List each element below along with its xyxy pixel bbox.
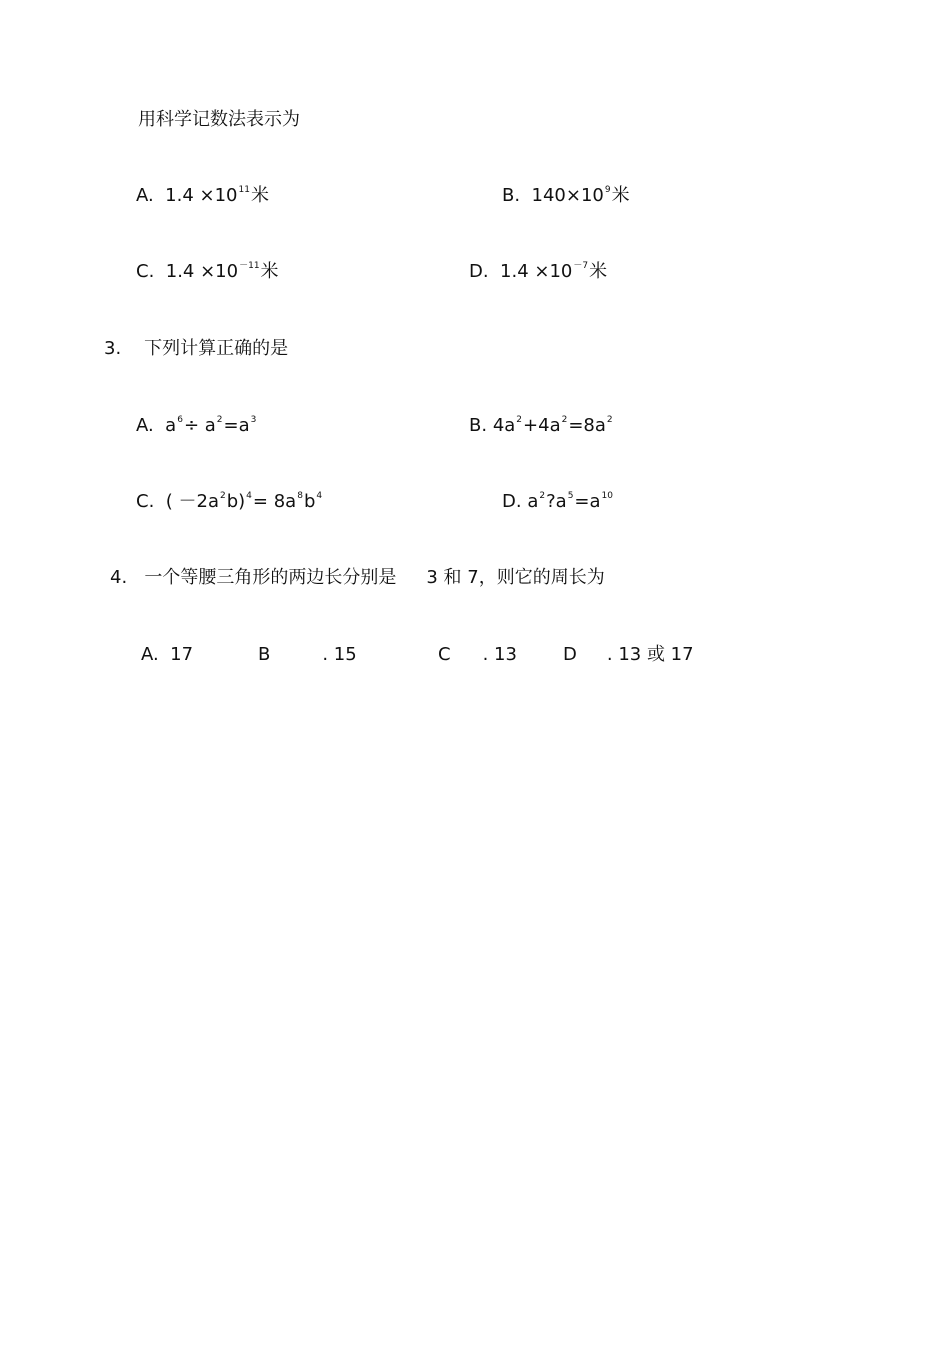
q2-option-a-label: A. bbox=[136, 185, 154, 206]
q2-option-b-unit: 米 bbox=[611, 185, 630, 206]
q3-option-c-t1: ( －2a bbox=[165, 491, 219, 512]
q3-option-d-e2: 5 bbox=[567, 491, 574, 501]
q2-option-a-base: 1.4 ×10 bbox=[165, 185, 238, 206]
q3-option-d-t3: =a bbox=[574, 491, 601, 512]
q2-option-a-exp: 11 bbox=[238, 185, 250, 195]
q4-option-b-label: B bbox=[258, 644, 271, 665]
q2-option-c bbox=[136, 260, 279, 287]
q4-option-c-value: . 13 bbox=[482, 644, 517, 665]
q3-option-a-t1: a bbox=[165, 415, 177, 436]
q3-option-b-label: B. bbox=[469, 415, 488, 436]
q3-option-d-e1: 2 bbox=[539, 491, 546, 501]
q2-option-a bbox=[136, 184, 269, 211]
q2-option-a-unit: 米 bbox=[250, 185, 269, 206]
q3-option-b-e2: 2 bbox=[561, 415, 568, 425]
q3-option-d-e3: 10 bbox=[601, 491, 613, 501]
q4-stem-nums: 3 和 7 bbox=[426, 567, 479, 588]
q4-option-b bbox=[258, 643, 357, 667]
q3-option-d-t2: ?a bbox=[546, 491, 567, 512]
q2-option-c-label: C. bbox=[136, 261, 155, 282]
q3-option-c bbox=[136, 490, 323, 517]
q4-option-d bbox=[563, 643, 694, 667]
q3-option-a bbox=[136, 414, 257, 441]
q4-option-c-label: C bbox=[438, 644, 451, 665]
q2-option-c-base: 1.4 ×10 bbox=[165, 261, 239, 282]
q3-option-d-t1: a bbox=[527, 491, 539, 512]
q3-option-c-t3: = 8a bbox=[252, 491, 297, 512]
q2-option-c-unit: 米 bbox=[260, 261, 279, 282]
q2-option-d-base: 1.4 ×10 bbox=[500, 261, 573, 282]
q3-option-c-t2: b) bbox=[226, 491, 246, 512]
q2-option-b-label: B. bbox=[502, 185, 521, 206]
q4-option-d-value: . 13 或 17 bbox=[606, 644, 694, 665]
q3-option-a-e1: 6 bbox=[177, 415, 183, 425]
q2-option-d-label: D. bbox=[469, 261, 489, 282]
q3-option-b-e3: 2 bbox=[606, 415, 613, 425]
q2-option-d bbox=[469, 260, 607, 287]
q4-option-a-value: 17 bbox=[170, 644, 194, 665]
q3-number: 3. bbox=[104, 338, 122, 359]
q2-option-b-base: 140×10 bbox=[531, 185, 604, 206]
q3-option-b-e1: 2 bbox=[516, 415, 523, 425]
q4-stem-text: 一个等腰三角形的两边长分别是 bbox=[144, 567, 397, 588]
q3-option-a-label: A. bbox=[136, 415, 154, 436]
q3-option-c-e4: 4 bbox=[316, 491, 323, 501]
q3-stem-text: 下列计算正确的是 bbox=[144, 338, 289, 359]
q3-option-c-label: C. bbox=[136, 491, 155, 512]
q2-option-b-exp: 9 bbox=[604, 185, 611, 195]
q4-stem-rest: ，则它的周长为 bbox=[478, 567, 605, 588]
q3-option-a-t3: =a bbox=[223, 415, 250, 436]
q2-option-d-exp: －7 bbox=[573, 261, 589, 271]
q4-option-b-value: . 15 bbox=[322, 644, 357, 665]
q3-option-a-e2: 2 bbox=[216, 415, 223, 425]
q3-option-d-label: D. bbox=[502, 491, 522, 512]
q3-option-c-e2: 4 bbox=[246, 491, 252, 501]
q3-option-d bbox=[502, 490, 614, 517]
q3-option-c-t4: b bbox=[303, 491, 316, 512]
q3-option-a-e3: 3 bbox=[250, 415, 257, 425]
q3-option-c-e1: 2 bbox=[219, 491, 226, 501]
q3-option-b bbox=[469, 414, 614, 441]
q3-option-c-e3: 8 bbox=[297, 491, 303, 501]
q2-option-d-unit: 米 bbox=[589, 261, 608, 282]
q4-number: 4. bbox=[110, 567, 128, 588]
q4-stem bbox=[110, 566, 605, 590]
q2-option-c-exp: －11 bbox=[239, 261, 260, 271]
q4-option-d-label: D bbox=[563, 644, 577, 665]
q2-option-b bbox=[502, 184, 630, 211]
q4-option-c bbox=[438, 643, 517, 667]
q3-stem bbox=[104, 337, 288, 361]
q3-option-b-t1: 4a bbox=[492, 415, 516, 436]
q3-option-a-t2: ÷ a bbox=[183, 415, 216, 436]
q3-option-b-t2: +4a bbox=[523, 415, 561, 436]
q4-option-a-label: A. bbox=[141, 644, 159, 665]
q4-option-a bbox=[141, 643, 193, 667]
q3-option-b-t3: =8a bbox=[568, 415, 606, 436]
intro-text: 用科学记数法表示为 bbox=[138, 109, 300, 130]
